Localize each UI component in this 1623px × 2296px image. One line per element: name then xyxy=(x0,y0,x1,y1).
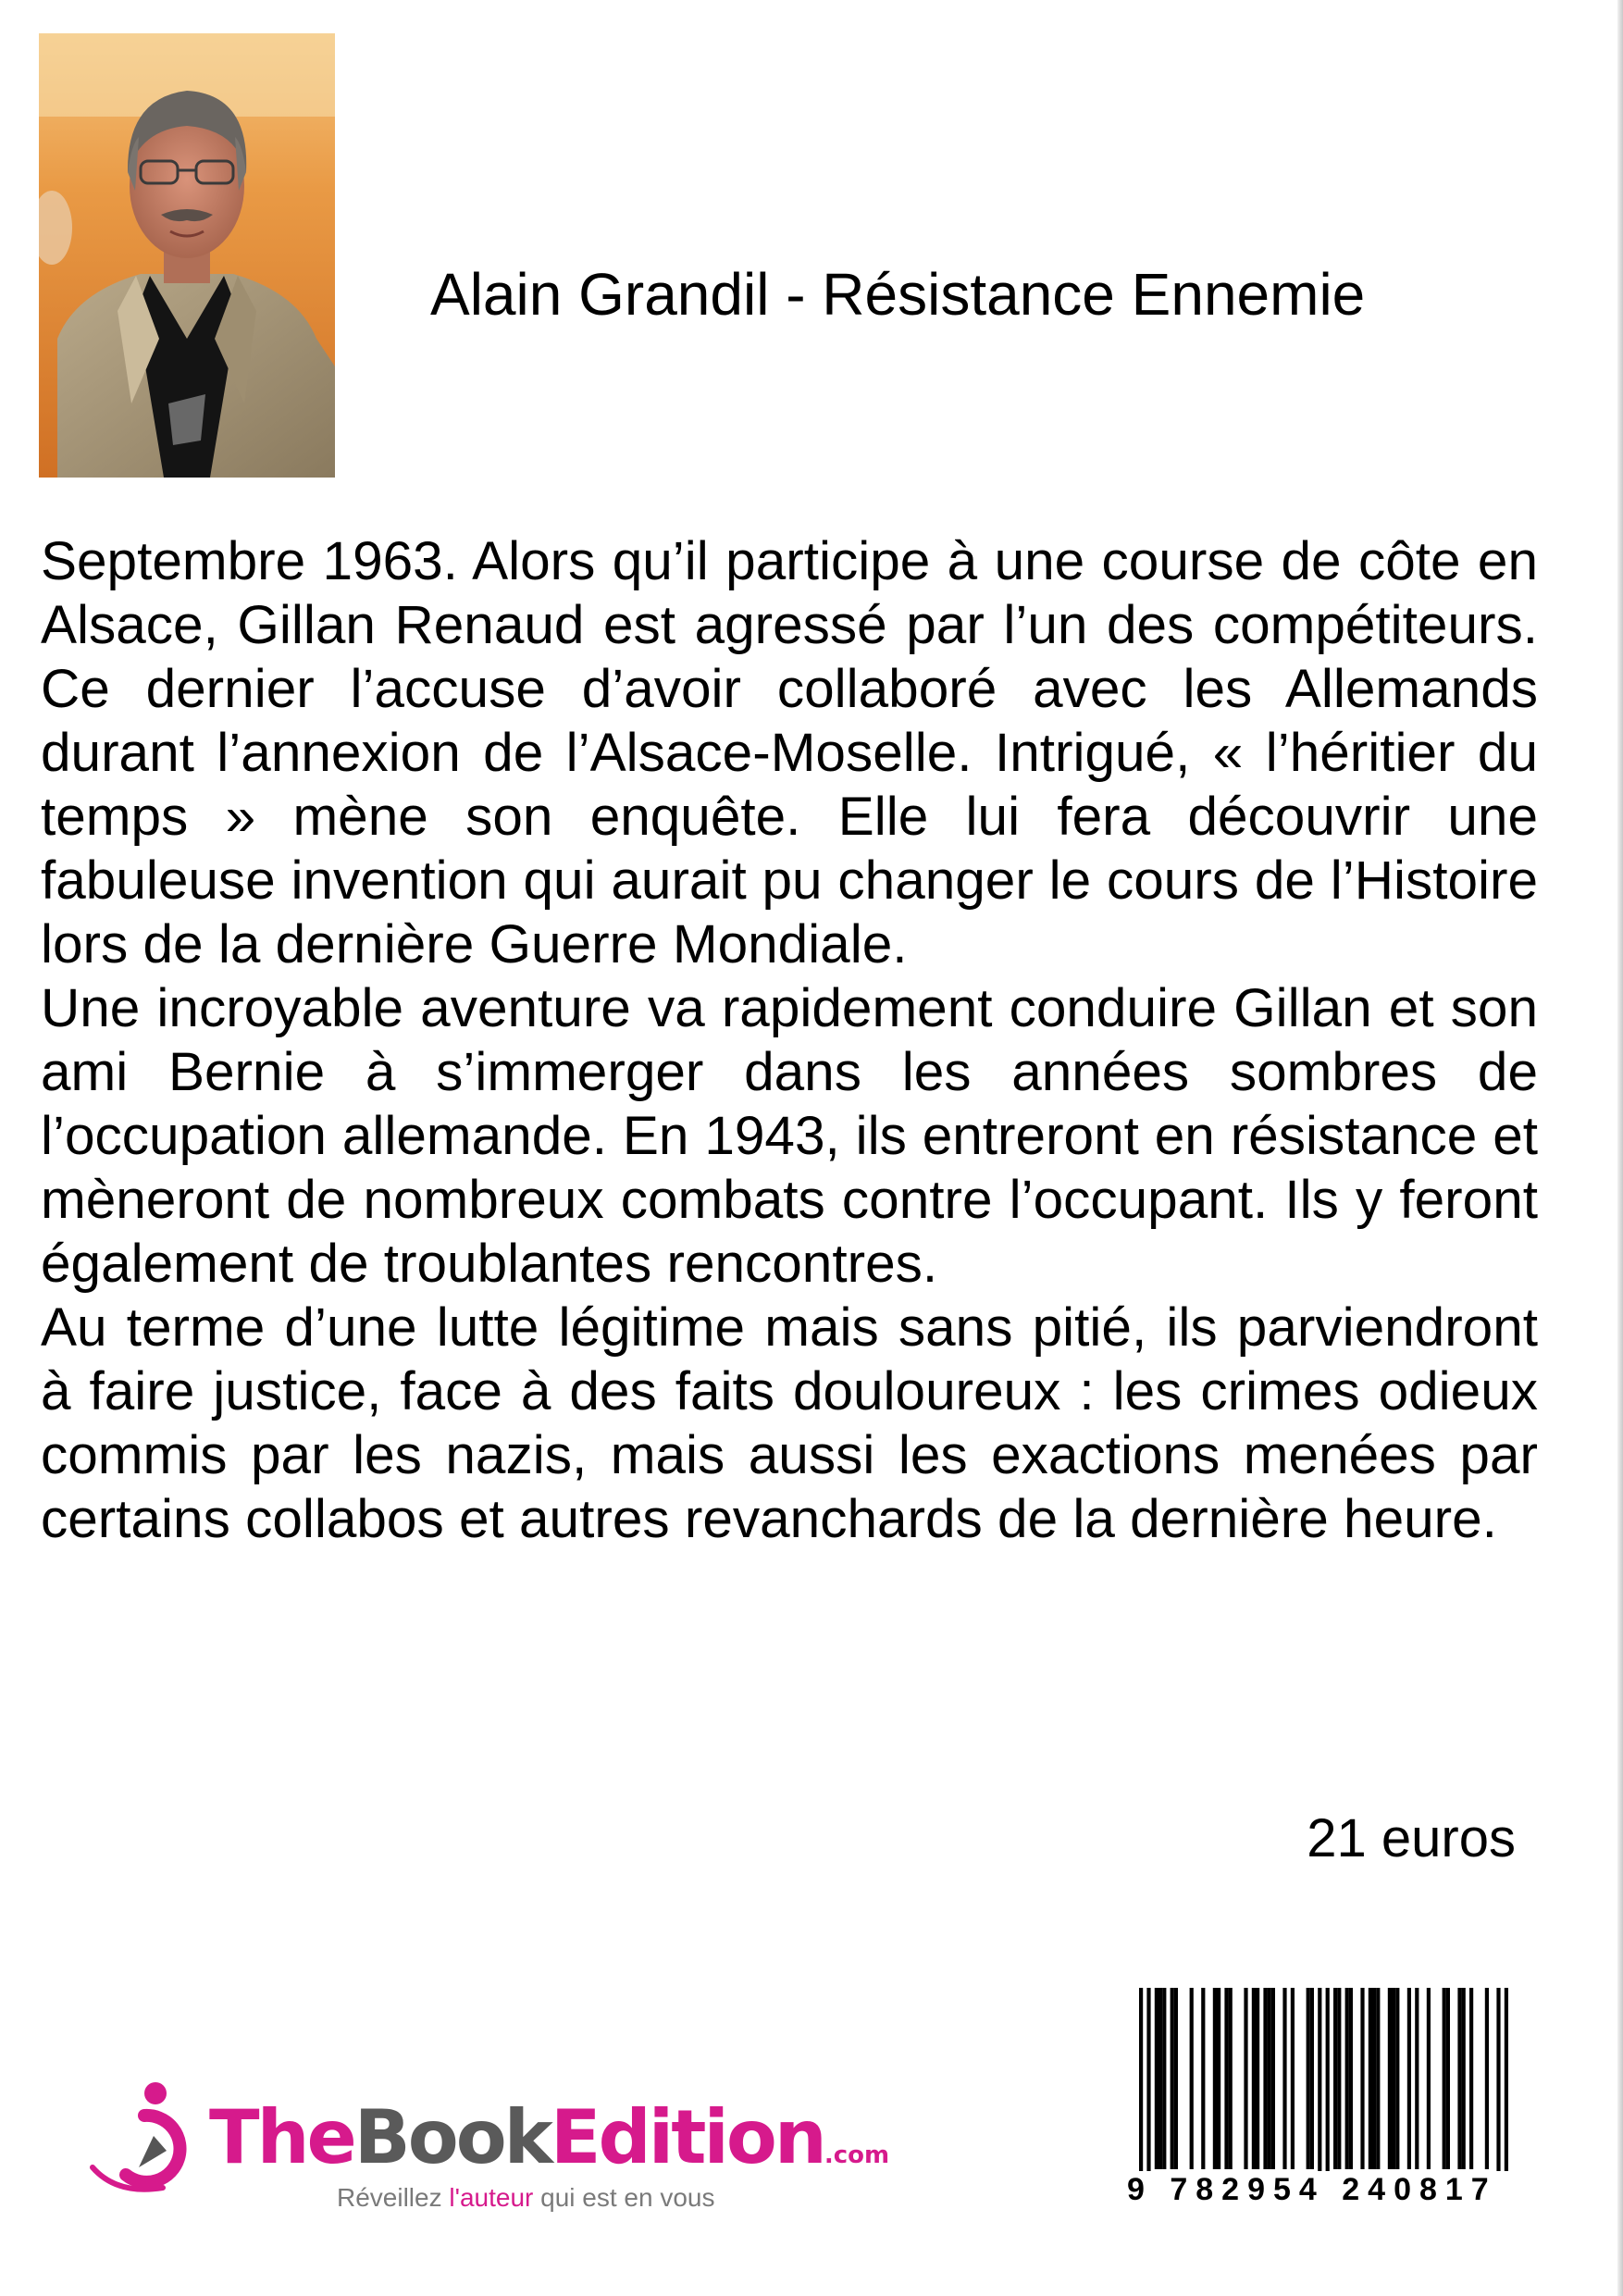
isbn-number: 9 782954 240817 xyxy=(1127,2171,1521,2208)
blurb-paragraph: Au terme d’une lutte légitime mais sans pitié, ils parviendront à faire justice, face à des faits douloureux : les crimes odieux commis par les nazis, mais aussi les exactions menées par certains collabos et autres revanchards de la dernière heure. xyxy=(41,1297,1538,1549)
barcode-bar xyxy=(1291,1988,1295,2169)
publisher-tagline xyxy=(337,2182,714,2214)
barcode-bar xyxy=(1485,1988,1489,2169)
barcode-bar xyxy=(1190,1988,1194,2169)
barcode-bar xyxy=(1457,1988,1461,2169)
author-photo xyxy=(39,33,335,478)
barcode-bar xyxy=(1217,1988,1220,2169)
blurb-paragraph: Septembre 1963. Alors qu’il participe à une course de côte en Alsace, Gillan Renaud est agressé par l’un des compétiteurs. Ce dernier l’accuse d’avoir collaboré avec les Allemands durant l’annexion de l’Alsace-Moselle. Intrigué, « l’héritier du temps » mène son enquête. Elle lui fera découvrir une fabuleuse invention qui aurait pu changer le cours de l’Histoire lors de la dernière Guerre Mondiale. xyxy=(41,531,1538,974)
barcode-bar xyxy=(1369,1988,1372,2169)
barcode-bar xyxy=(1271,1988,1275,2169)
book-title: Alain Grandil - Résistance Ennemie xyxy=(430,261,1366,328)
barcode-bar xyxy=(1213,1988,1217,2169)
barcode-bar xyxy=(1392,1988,1395,2169)
barcode-bar xyxy=(1395,1988,1399,2169)
barcode-bar xyxy=(1360,1988,1364,2169)
barcode-bar xyxy=(1443,1988,1446,2169)
publisher-logo xyxy=(89,2079,890,2217)
barcode-bar xyxy=(1155,1988,1158,2169)
barcode-bar xyxy=(1337,1988,1341,2169)
barcode-bar xyxy=(1174,1988,1178,2169)
barcode-bar xyxy=(1318,1988,1321,2199)
wordmark-the: The xyxy=(209,2094,354,2180)
barcode-bar xyxy=(1201,1988,1205,2169)
barcode-bar xyxy=(1268,1988,1271,2169)
wordmark-book: Book xyxy=(353,2094,551,2180)
tagline-highlight: l'auteur xyxy=(449,2183,534,2212)
barcode-bar xyxy=(1310,1988,1314,2169)
barcode-bar xyxy=(1252,1988,1256,2169)
barcode-bar xyxy=(1446,1988,1450,2169)
barcode-bar xyxy=(1376,1988,1380,2169)
wordmark-edition: Edition xyxy=(550,2094,824,2180)
barcode-bar xyxy=(1139,1988,1143,2199)
tagline-end: qui est en vous xyxy=(533,2183,715,2212)
barcode-bar xyxy=(1224,1988,1228,2169)
barcode-bar xyxy=(1326,1988,1330,2199)
tagline-start: Réveillez xyxy=(337,2183,450,2212)
barcode-bar xyxy=(1171,1988,1174,2169)
barcode-bar xyxy=(1496,1988,1500,2199)
barcode-bar xyxy=(1158,1988,1162,2169)
barcode-bar xyxy=(1505,1988,1508,2199)
barcode-bar xyxy=(1263,1988,1267,2169)
barcode-bar xyxy=(1229,1988,1233,2169)
barcode-bar xyxy=(1427,1988,1431,2169)
barcode-bar xyxy=(1146,1988,1150,2199)
barcode-bar xyxy=(1469,1988,1473,2169)
wordmark-domain: .com xyxy=(824,2141,890,2169)
barcode-bar xyxy=(1282,1988,1286,2169)
barcode-bar xyxy=(1388,1988,1392,2169)
barcode-bar xyxy=(1307,1988,1310,2169)
barcode-bar xyxy=(1372,1988,1376,2169)
barcode-bar xyxy=(1256,1988,1259,2169)
blurb-paragraph: Une incroyable aventure va rapidement conduire Gillan et son ami Bernie à s’immerger dans les années sombres de l’occupation allemande. En 1943, ils entreront en résistance et mèneront de nombreux combats contre l’occupant. Ils y feront également de troublantes rencontres. xyxy=(41,978,1538,1294)
barcode-bar xyxy=(1162,1988,1166,2169)
barcode-bar xyxy=(1415,1988,1419,2169)
price-label: 21 euros xyxy=(1307,1808,1516,1868)
barcode-bar xyxy=(1333,1988,1337,2169)
barcode-bar xyxy=(1345,1988,1349,2169)
publisher-wordmark xyxy=(209,2094,890,2194)
barcode-bar xyxy=(1244,1988,1247,2169)
barcode-bar xyxy=(1349,1988,1353,2169)
back-cover-blurb xyxy=(41,529,1538,1551)
barcode-bar xyxy=(1462,1988,1466,2169)
publisher-swirl-icon xyxy=(89,2079,200,2199)
page-edge-shadow xyxy=(1617,0,1623,2296)
barcode-bar xyxy=(1407,1988,1411,2169)
